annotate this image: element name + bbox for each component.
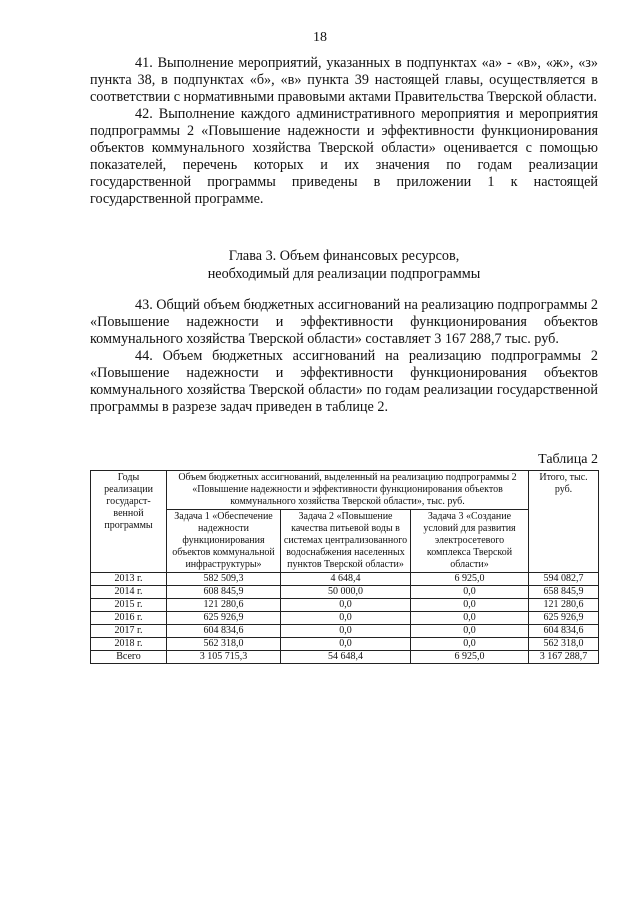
header-group: Объем бюджетных ассигнований, выделенный на реализацию подпрограммы 2 «Повышение надежности и эффективности функционирования объектов коммунального хозяйства Тверской области», тыс. руб. xyxy=(167,471,529,510)
cell-task1: 604 834,6 xyxy=(167,625,281,638)
text-block-bottom xyxy=(90,297,598,416)
cell-task3: 0,0 xyxy=(411,638,529,651)
table-row xyxy=(91,612,599,625)
table-row xyxy=(91,586,599,599)
cell-year: 2018 г. xyxy=(91,638,167,651)
cell-year: 2015 г. xyxy=(91,599,167,612)
table-subheader-row xyxy=(91,510,599,573)
cell-total: 594 082,7 xyxy=(529,573,599,586)
cell-total: 121 280,6 xyxy=(529,599,599,612)
cell-task3: 0,0 xyxy=(411,599,529,612)
cell-task2: 4 648,4 xyxy=(281,573,411,586)
cell-task3: 6 925,0 xyxy=(411,651,529,664)
header-years: Годы реализации государст-венной программы xyxy=(91,471,167,573)
paragraph-44: 44. Объем бюджетных ассигнований на реализацию подпрограммы 2 «Повышение надежности и эффективности функционирования объектов коммунального хозяйства Тверской области» по годам реализации государственной программы в разрезе задач приведен в таблице 2. xyxy=(90,348,598,415)
table-header-row xyxy=(91,471,599,510)
chapter-heading-line2: необходимый для реализации подпрограммы xyxy=(207,266,481,282)
paragraph-42: 42. Выполнение каждого административного мероприятия и мероприятия подпрограммы 2 «Повышение надежности и эффективности функционирования объектов коммунального хозяйства Тверской области» оценивается с помощью показателей, перечень которых и их значения по годам реализации государственной программы приведены в приложении 1 к настоящей государственной программе. xyxy=(90,106,598,207)
cell-year: 2013 г. xyxy=(91,573,167,586)
cell-year: Всего xyxy=(91,651,167,664)
cell-task1: 562 318,0 xyxy=(167,638,281,651)
table-row xyxy=(91,638,599,651)
cell-total: 562 318,0 xyxy=(529,638,599,651)
budget-table xyxy=(90,470,599,664)
cell-task2: 0,0 xyxy=(281,612,411,625)
chapter-heading xyxy=(90,247,598,283)
cell-task3: 0,0 xyxy=(411,625,529,638)
header-total: Итого, тыс. руб. xyxy=(529,471,599,573)
table-row xyxy=(91,573,599,586)
cell-total: 604 834,6 xyxy=(529,625,599,638)
paragraph-43: 43. Общий объем бюджетных ассигнований на реализацию подпрограммы 2 «Повышение надежности и эффективности функционирования объектов коммунального хозяйства Тверской области» составляет 3 167 288,7 тыс. руб. xyxy=(90,297,598,347)
cell-task2: 50 000,0 xyxy=(281,586,411,599)
text-block-top xyxy=(90,55,598,208)
cell-task1: 121 280,6 xyxy=(167,599,281,612)
header-task2: Задача 2 «Повышение качества питьевой воды в системах централизованного водоснабжения населенных пунктов Тверской области» xyxy=(281,510,411,573)
cell-task3: 6 925,0 xyxy=(411,573,529,586)
cell-task2: 0,0 xyxy=(281,599,411,612)
header-task3: Задача 3 «Создание условий для развития электросетевого комплекса Тверской области» xyxy=(411,510,529,573)
cell-task2: 0,0 xyxy=(281,638,411,651)
cell-total: 3 167 288,7 xyxy=(529,651,599,664)
header-task1: Задача 1 «Обеспечение надежности функционирования объектов коммунальной инфраструктуры» xyxy=(167,510,281,573)
cell-task3: 0,0 xyxy=(411,612,529,625)
cell-total: 625 926,9 xyxy=(529,612,599,625)
cell-task3: 0,0 xyxy=(411,586,529,599)
table-row xyxy=(91,599,599,612)
cell-year: 2016 г. xyxy=(91,612,167,625)
cell-task1: 3 105 715,3 xyxy=(167,651,281,664)
page-number: 18 xyxy=(313,30,327,45)
cell-task2: 0,0 xyxy=(281,625,411,638)
cell-total: 658 845,9 xyxy=(529,586,599,599)
table-row xyxy=(91,651,599,664)
chapter-heading-line1: Глава 3. Объем финансовых ресурсов, xyxy=(228,248,460,264)
table-caption: Таблица 2 xyxy=(538,452,598,467)
cell-task1: 608 845,9 xyxy=(167,586,281,599)
cell-task1: 582 509,3 xyxy=(167,573,281,586)
cell-task1: 625 926,9 xyxy=(167,612,281,625)
table-row xyxy=(91,625,599,638)
cell-year: 2017 г. xyxy=(91,625,167,638)
paragraph-41: 41. Выполнение мероприятий, указанных в подпунктах «а» - «в», «ж», «з» пункта 38, в подпунктах «б», «в» пункта 39 настоящей главы, осуществляется в соответствии с нормативными правовыми актами Правительства Тверской области. xyxy=(90,55,598,105)
cell-year: 2014 г. xyxy=(91,586,167,599)
cell-task2: 54 648,4 xyxy=(281,651,411,664)
